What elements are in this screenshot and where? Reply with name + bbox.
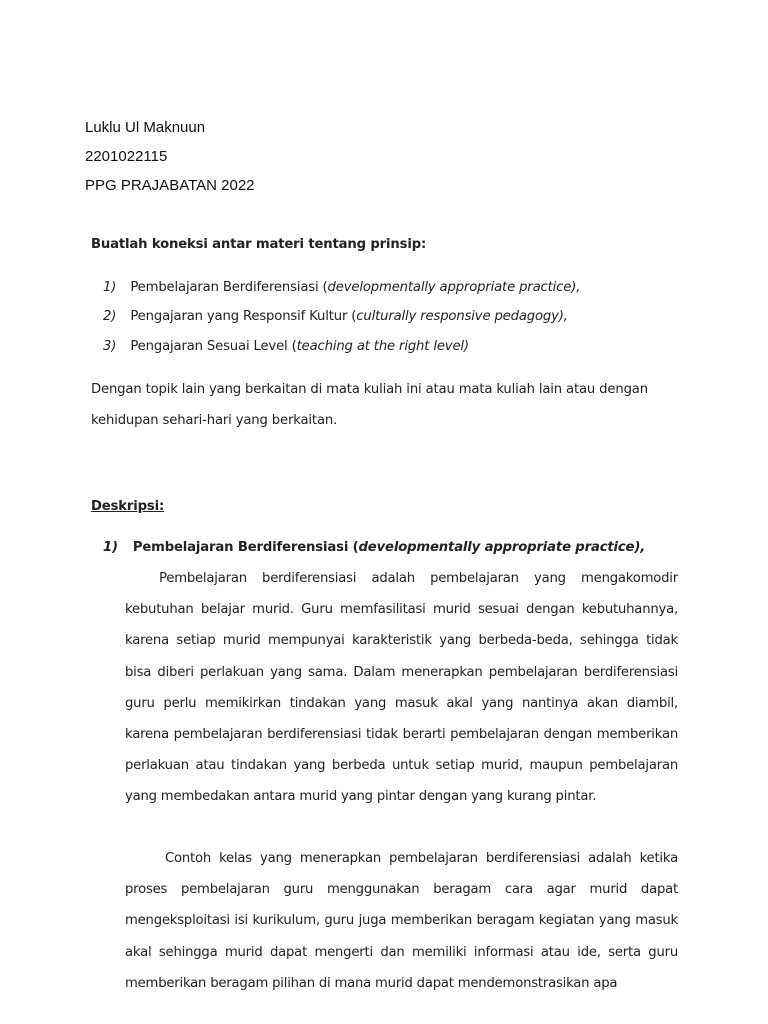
paragraph	[125, 563, 678, 813]
instruction-item	[103, 280, 580, 295]
description-heading: Deskripsi:	[91, 499, 165, 514]
section-title	[103, 540, 645, 555]
list-item-text: Pengajaran Sesuai Level (	[130, 339, 297, 354]
section-title-text: Pembelajaran Berdiferensiasi (	[132, 540, 359, 555]
instruction-item	[103, 309, 568, 324]
author-name: Luklu Ul Maknuun	[85, 119, 206, 136]
instruction-closing-line: Dengan topik lain yang berkaitan di mata kuliah ini atau mata kuliah lain atau dengan	[91, 382, 648, 397]
list-item-italic: teaching at the right level)	[296, 339, 469, 354]
list-item-text: Pengajaran yang Responsif Kultur (	[130, 309, 357, 324]
paragraph-text: Pembelajaran berdiferensiasi adalah pembelajaran yang mengakomodir kebutuhan belajar murid. Guru memfasilitasi murid sesuai dengan kebutuhannya, karena setiap murid mempunyai karakteristik yang berbeda-beda, sehingga tidak bisa diberi perlakuan yang sama. Dalam menerapkan pembelajaran berdiferensiasi guru perlu memikirkan tindakan yang masuk akal yang nantinya akan diambil, karena pembelajaran berdiferensiasi tidak berarti pembelajaran dengan memberikan perlakuan atau tindakan yang berbeda untuk setiap murid, maupun pembelajaran yang membedakan antara murid yang pintar dengan yang kurang pintar.	[125, 571, 678, 805]
list-item-italic: culturally responsive pedagogy),	[356, 309, 568, 324]
program-name: PPG PRAJABATAN 2022	[85, 177, 255, 194]
list-number: 1)	[103, 280, 117, 295]
section-title-italic: developmentally appropriate practice),	[358, 540, 646, 555]
instruction-closing-line: kehidupan sehari-hari yang berkaitan.	[91, 413, 338, 428]
list-item-text: Pembelajaran Berdiferensiasi (	[130, 280, 328, 295]
list-item-italic: developmentally appropriate practice),	[327, 280, 581, 295]
list-number: 3)	[103, 339, 117, 354]
student-id: 2201022115	[85, 148, 168, 165]
list-number: 2)	[103, 309, 117, 324]
instruction-title: Buatlah koneksi antar materi tentang prinsip:	[91, 237, 427, 252]
paragraph-text: Contoh kelas yang menerapkan pembelajaran berdiferensiasi adalah ketika proses pembelajaran guru menggunakan beragam cara agar murid dapat mengeksploitasi isi kurikulum, guru juga memberikan beragam kegiatan yang masuk akal sehingga murid dapat mengerti dan memiliki informasi atau ide, serta guru memberikan beragam pilihan di mana murid dapat mendemonstrasikan apa	[125, 851, 678, 991]
section-number: 1)	[103, 540, 118, 555]
instruction-item	[103, 339, 469, 354]
paragraph	[125, 843, 678, 1024]
